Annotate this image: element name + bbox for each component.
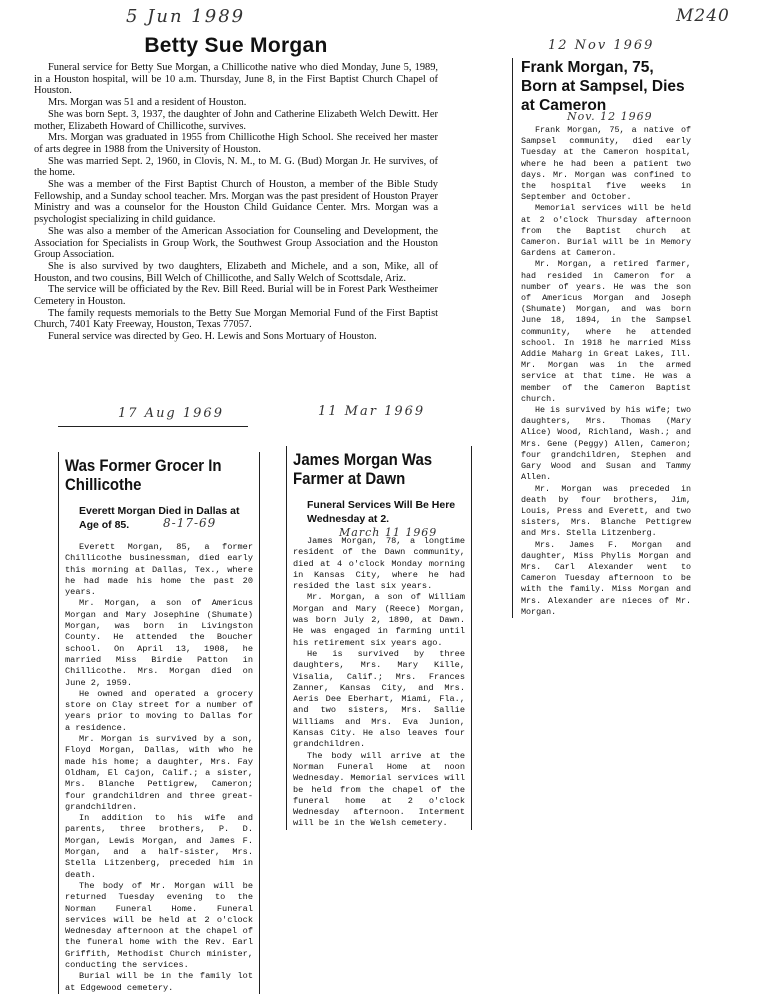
headline: Frank Morgan, 75, Born at Sampsel, Dies at Cameron bbox=[521, 59, 685, 114]
catalog-number: M240 bbox=[676, 6, 730, 26]
paragraph: Memorial services will be held at 2 o'clock Thursday afternoon from the Baptist church at Cameron. Burial will be in Memory Gardens at Cameron. bbox=[521, 203, 691, 259]
handwritten-date: March 11 1969 bbox=[339, 526, 438, 539]
paragraph: She was a member of the First Baptist Church of Houston, a member of the Bible Study Fellowship, and a Sunday school teacher. Mrs. Morgan was the past president of Houston Prayer Ministry and was a counselor for the Houston Child Guidance Center. Mrs. Morgan was a psychologist specializing in child guidance. bbox=[34, 179, 438, 226]
column-rule bbox=[58, 426, 248, 427]
handwritten-date: Nov. 12 1969 bbox=[567, 110, 653, 123]
paragraph: Everett Morgan, 85, a former Chillicothe businessman, died early this morning at Dallas, Tex., where he had made his home the past 20 years. bbox=[65, 542, 253, 598]
paragraph: Mr. Morgan is survived by a son, Floyd Morgan, Dallas, with who he made his home; a daughter, Mrs. Fay Oldham, El Cajon, Calif.; a sister, Mrs. Blanche Pettigrew, Cameron; four grandchildren and three great-grandchildren. bbox=[65, 734, 253, 812]
paragraph: The service will be officiated by the Rev. Bill Reed. Burial will be in Forest Park Westheimer Cemetery in Houston. bbox=[34, 284, 438, 308]
paragraph: Funeral service for Betty Sue Morgan, a Chillicothe native who died Monday, June 5, 1989, in a Houston hospital, will be 10 a.m. Thursday, June 8, in the First Baptist Church Chapel of Houston. bbox=[34, 62, 438, 97]
paragraph: Funeral service was directed by Geo. H. Lewis and Sons Mortuary of Houston. bbox=[48, 331, 377, 343]
date-annotation-everett: 17 Aug 1969 bbox=[118, 406, 224, 421]
obituary-james-morgan bbox=[286, 446, 472, 830]
paragraph: James Morgan, 78, a longtime resident of the Dawn community, died at 4 o'clock Monday morning in Kansas City, where he had resided the last six years. bbox=[293, 536, 465, 592]
headline: Was Former Grocer In Chillicothe bbox=[65, 456, 222, 494]
obituary-body bbox=[521, 125, 691, 618]
paragraph: Frank Morgan, 75, a native of Sampsel community, died early Tuesday at the Cameron hospital, where he had been a patient two days. Mr. Morgan was confined to the hospital five weeks in September and October. bbox=[521, 125, 691, 203]
paragraph: Mrs. Morgan was 51 and a resident of Houston. bbox=[48, 97, 247, 109]
paragraph: In addition to his wife and parents, three brothers, P. D. Morgan, Lewis Morgan, and James F. Morgan, and a half-sister, Mrs. Stella Litzenberg, preceded him in death. bbox=[65, 813, 253, 880]
paragraph: She was also a member of the American Association for Counseling and Development, the Association for Specialists in Group Work, the Southwest Group Association and the Houston Group Association. bbox=[34, 225, 438, 261]
paragraph: She was born Sept. 3, 1937, the daughter of John and Catherine Elizabeth Welch Dewitt. Her mother, Elizabeth Howard of Chillicothe, survives. bbox=[34, 108, 438, 132]
paragraph: She was married Sept. 2, 1960, in Clovis, N. M., to M. G. (Bud) Morgan Jr. He survives, of the home. bbox=[34, 155, 438, 179]
paragraph: Burial will be in the family lot at Edgewood cemetery. bbox=[65, 971, 253, 993]
paragraph: Mr. Morgan, a son of William Morgan and Mary (Reece) Morgan, was born July 2, 1890, at Dawn. He was engaged in farming until his retirement six years ago. bbox=[293, 592, 465, 648]
paragraph: Mr. Morgan, a son of Americus Morgan and Mary Josephine (Shumate) Morgan, was born in Livingston County. He attended the Boucher school. On April 13, 1908, he married Miss Birdie Patton in Chillicothe. Mrs. Morgan died on June 2, 1959. bbox=[65, 598, 253, 688]
date-annotation-betty: 5 Jun 1989 bbox=[126, 6, 246, 27]
headline: Betty Sue Morgan bbox=[144, 34, 328, 57]
paragraph: Mrs. James F. Morgan and daughter, Miss Phylis Morgan and Mrs. Carl Alexander went to Cameron Tuesday afternoon to be with the family. Miss Morgan and Mrs. Alexander are nieces of Mr. Morgan. bbox=[521, 539, 691, 617]
date-annotation-james: 11 Mar 1969 bbox=[318, 404, 426, 419]
paragraph: She is also survived by two daughters, Elizabeth and Michele, and a son, Mike, all of Houston, and two cousins, Bill Welch of Chillicothe, and Sally Welch of Scottsdale, Ariz. bbox=[34, 260, 438, 284]
paragraph: The body of Mr. Morgan will be returned Tuesday evening to the Norman Funeral Home. Funeral services will be held at 2 o'clock Wednesday afternoon at the chapel of the funeral home with the Rev. Earl Griffith, Methodist Church minister, conducting the services. bbox=[65, 880, 253, 970]
date-annotation-frank: 12 Nov 1969 bbox=[548, 38, 655, 53]
obituary-frank-morgan bbox=[512, 58, 691, 618]
paragraph: Mr. Morgan, a retired farmer, had resided in Cameron for a number of years. He was the son of Americus Morgan and Joseph (Shumate) Morgan, and was born June 18, 1894, in the Sampsel community, where he attended school. In 1918 he married Miss Addie Maharg in Great Lakes, Ill. Mr. Morgan was in the armed service at that time. He was a member of the Cameron Baptist church. bbox=[521, 259, 691, 404]
paragraph: Mrs. Morgan was graduated in 1955 from Chillicothe High School. She received her master of arts degree in 1988 from the University of Houston. bbox=[34, 132, 438, 155]
paragraph: The body will arrive at the Norman Funeral Home at noon Wednesday. Memorial services will be held from the chapel of the funeral home at 2 o'clock Wednesday afternoon. Interment will be in the Welsh cemetery. bbox=[293, 750, 465, 829]
obituary-body bbox=[65, 542, 253, 994]
paragraph: He is survived by his wife; two daughters, Mrs. Thomas (Mary Alice) Wood, Richland, Wash.; and Mrs. Gene (Peggy) Allen, Cameron; four grandchildren, Stephen and Gary Wood and Susan and Tammy Allen. bbox=[521, 405, 691, 483]
subheadline: Funeral Services Will Be Here Wednesday at 2. bbox=[307, 499, 456, 525]
obituary-everett-morgan bbox=[58, 452, 260, 994]
obituary-betty-sue-morgan bbox=[34, 34, 438, 343]
handwritten-date: 8-17-69 bbox=[163, 516, 217, 530]
paragraph: He owned and operated a grocery store on Clay street for a number of years prior to moving to Dallas for a residence. bbox=[65, 688, 253, 733]
paragraph: Mr. Morgan was preceded in death by four brothers, Jim, Louis, Press and Everett, and two sisters, Mrs. Blanche Pettigrew and Mrs. Stella Litzenberg. bbox=[521, 483, 691, 539]
obituary-body bbox=[293, 536, 465, 830]
paragraph: The family requests memorials to the Betty Sue Morgan Memorial Fund of the First Baptist Church, 7401 Katy Freeway, Houston, Texas 77057. bbox=[34, 307, 438, 331]
headline: James Morgan Was Farmer at Dawn bbox=[293, 450, 433, 488]
paragraph: He is survived by three daughters, Mrs. Mary Kille, Visalia, Calif.; Mrs. Frances Zanner, Kansas City, and Mrs. Aeris Dee Eberhart, Miami, Fla., and two sisters, Mrs. Sallie Williams and Mrs. Eva Junion, Kansas City. He also leaves four grandchildren. bbox=[293, 648, 465, 750]
obituary-body bbox=[34, 62, 438, 343]
subheadline: Everett Morgan Died in Dallas at Age of 85. bbox=[79, 505, 240, 531]
